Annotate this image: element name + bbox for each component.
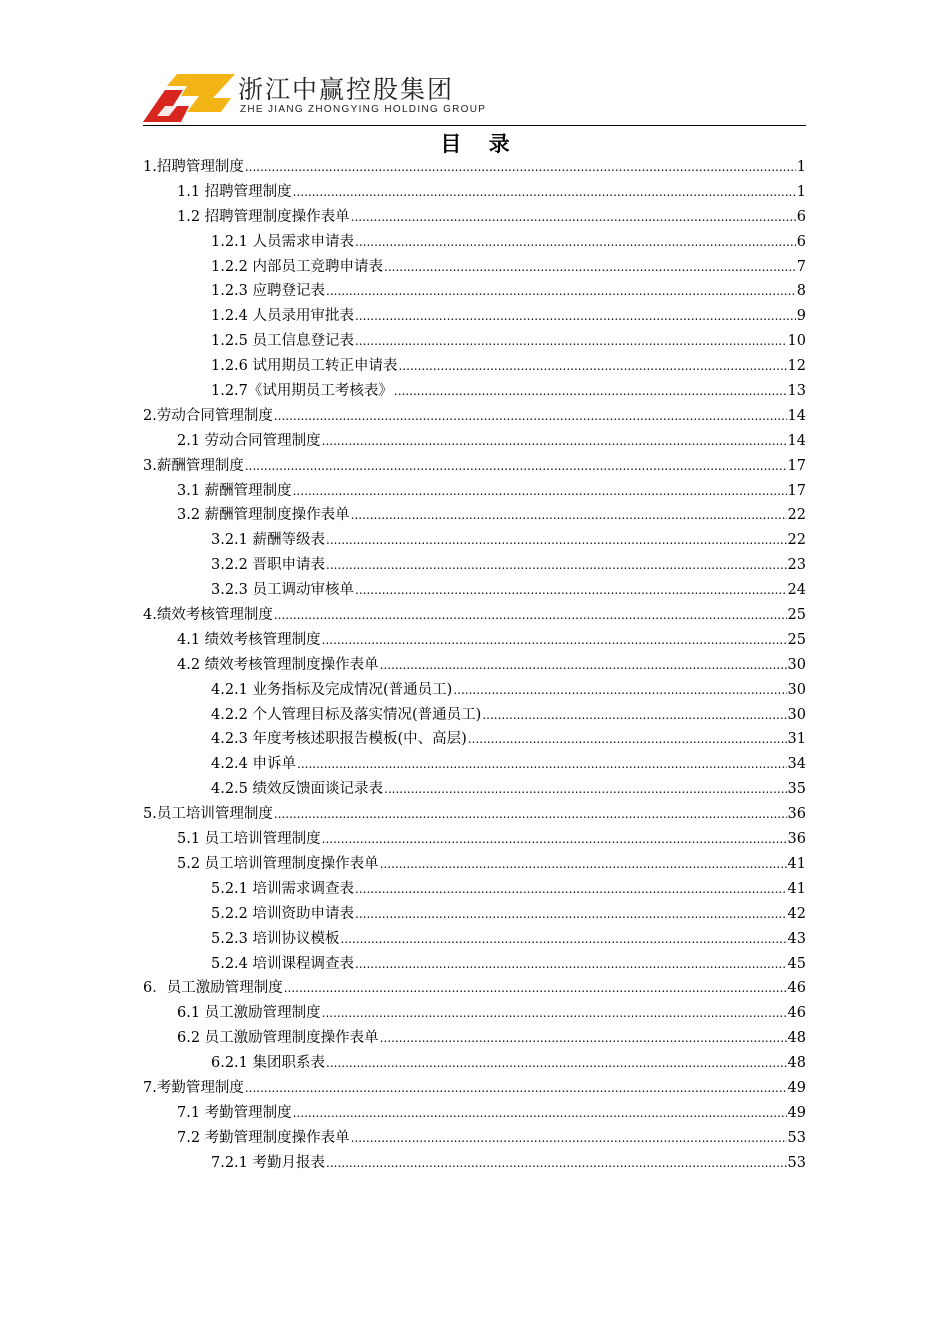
toc-entry-page: 49 xyxy=(787,1079,806,1096)
toc-entry-page: 48 xyxy=(787,1030,806,1047)
toc-dot-leader xyxy=(326,528,787,553)
toc-entry-page: 1 xyxy=(796,159,806,175)
toc-entry[interactable] xyxy=(143,578,806,603)
toc-entry-page: 14 xyxy=(787,407,806,424)
toc-entry-page: 17 xyxy=(787,482,806,499)
toc-entry-page: 46 xyxy=(787,980,806,997)
toc-entry[interactable] xyxy=(143,628,806,653)
toc-entry[interactable] xyxy=(143,503,806,528)
toc-dot-leader xyxy=(384,777,787,802)
toc-dot-leader xyxy=(453,678,786,703)
toc-entry-page: 25 xyxy=(787,631,806,648)
toc-entry-page: 46 xyxy=(787,1005,806,1022)
toc-entry[interactable] xyxy=(143,852,806,877)
toc-entry[interactable] xyxy=(143,479,806,504)
toc-entry-label: 7.1 考勤管理制度 xyxy=(177,1104,292,1121)
toc-dot-leader xyxy=(351,205,796,230)
toc-entry-page: 23 xyxy=(787,557,806,574)
toc-dot-leader xyxy=(355,578,787,603)
toc-entry[interactable] xyxy=(143,454,806,479)
toc-dot-leader xyxy=(468,727,787,752)
toc-entry-page: 22 xyxy=(787,507,806,524)
toc-entry-page: 22 xyxy=(787,532,806,549)
toc-entry[interactable] xyxy=(143,1001,806,1026)
toc-entry-page: 7 xyxy=(796,258,806,275)
toc-entry-page: 42 xyxy=(787,905,806,922)
toc-entry-label: 5.2.4 培训课程调查表 xyxy=(211,955,355,972)
toc-entry[interactable] xyxy=(143,727,806,752)
toc-title: 目 录 xyxy=(440,131,520,156)
toc-dot-leader xyxy=(284,976,787,1001)
toc-entry-label: 1.2.3 应聘登记表 xyxy=(211,283,326,300)
toc-dot-leader xyxy=(355,877,787,902)
toc-entry[interactable] xyxy=(143,255,806,280)
toc-dot-leader xyxy=(355,304,796,329)
toc-entry[interactable] xyxy=(143,1051,806,1076)
toc-entry-page: 1 xyxy=(796,183,806,200)
toc-entry[interactable] xyxy=(143,802,806,827)
toc-entry-label: 1.2.6 试用期员工转正申请表 xyxy=(211,358,398,375)
toc-entry[interactable] xyxy=(143,329,806,354)
toc-entry[interactable] xyxy=(143,304,806,329)
toc-dot-leader xyxy=(293,1101,787,1126)
toc-entry-label: 5.1 员工培训管理制度 xyxy=(177,831,321,848)
toc-entry-page: 24 xyxy=(787,582,806,599)
toc-entry[interactable] xyxy=(143,404,806,429)
toc-entry-label: 2.劳动合同管理制度 xyxy=(143,407,273,424)
toc-entry[interactable] xyxy=(143,429,806,454)
toc-entry-page: 30 xyxy=(787,706,806,723)
toc-dot-leader xyxy=(245,1076,787,1101)
toc-entry-label: 1.2.5 员工信息登记表 xyxy=(211,333,355,350)
toc-entry-label: 6.2.1 集团职系表 xyxy=(211,1055,326,1072)
toc-entry-page: 30 xyxy=(787,656,806,673)
toc-entry[interactable] xyxy=(143,678,806,703)
toc-entry-label: 3.2.1 薪酬等级表 xyxy=(211,532,326,549)
toc-entry-label: 1.2.2 内部员工竞聘申请表 xyxy=(211,258,384,275)
toc-entry-page: 13 xyxy=(787,383,806,400)
toc-entry[interactable] xyxy=(143,354,806,379)
toc-dot-leader xyxy=(482,703,786,728)
toc-dot-leader xyxy=(380,852,787,877)
toc-entry-page: 41 xyxy=(787,855,806,872)
toc-dot-leader xyxy=(245,155,796,180)
toc-entry[interactable] xyxy=(143,279,806,304)
toc-entry-page: 9 xyxy=(796,308,806,325)
toc-entry[interactable] xyxy=(143,653,806,678)
toc-dot-leader xyxy=(293,180,796,205)
header-divider xyxy=(143,125,806,126)
toc-entry-page: 30 xyxy=(787,681,806,698)
toc-entry[interactable] xyxy=(143,976,806,1001)
toc-dot-leader xyxy=(274,404,787,429)
toc-entry-label: 3.薪酬管理制度 xyxy=(143,457,244,474)
toc-entry-label: 4.2.2 个人管理目标及落实情况(普通员工) xyxy=(211,706,482,723)
toc-entry[interactable] xyxy=(143,927,806,952)
toc-entry[interactable] xyxy=(143,752,806,777)
company-name-en: ZHE JIANG ZHONGYING HOLDING GROUP xyxy=(240,104,487,115)
toc-dot-leader xyxy=(245,454,787,479)
toc-entry-page: 36 xyxy=(787,831,806,848)
toc-dot-leader xyxy=(351,1126,787,1151)
toc-entry-page: 6 xyxy=(796,208,806,225)
toc-entry[interactable] xyxy=(143,952,806,977)
company-name-cn: 浙江中赢控股集团 xyxy=(238,75,455,104)
toc-entry-label: 5.员工培训管理制度 xyxy=(143,806,273,823)
toc-entry-page: 35 xyxy=(787,781,806,798)
toc-entry[interactable] xyxy=(143,379,806,404)
toc-entry-label: 6.2 员工激励管理制度操作表单 xyxy=(177,1030,379,1047)
toc-dot-leader xyxy=(322,827,787,852)
toc-entry-page: 6 xyxy=(796,233,806,250)
toc-entry-label: 1.招聘管理制度 xyxy=(143,159,244,175)
toc-entry-page: 14 xyxy=(787,432,806,449)
toc-dot-leader xyxy=(351,503,787,528)
toc-entry[interactable] xyxy=(143,205,806,230)
toc-entry-page: 17 xyxy=(787,457,806,474)
toc-entry-page: 53 xyxy=(787,1154,806,1171)
toc-dot-leader xyxy=(322,628,787,653)
toc-entry-label: 7.2.1 考勤月报表 xyxy=(211,1154,326,1171)
toc-dot-leader xyxy=(384,255,796,280)
toc-dot-leader xyxy=(326,279,796,304)
toc-dot-leader xyxy=(274,802,787,827)
toc-entry-page: 48 xyxy=(787,1055,806,1072)
toc-entry-label: 1.2.1 人员需求申请表 xyxy=(211,233,355,250)
toc-entry-label: 5.2.2 培训资助申请表 xyxy=(211,905,355,922)
toc-entry-label: 3.2.2 晋职申请表 xyxy=(211,557,326,574)
toc-entry-label: 1.1 招聘管理制度 xyxy=(177,183,292,200)
toc-entry-label: 1.2.4 人员录用审批表 xyxy=(211,308,355,325)
toc-entry[interactable] xyxy=(143,155,806,180)
toc-dot-leader xyxy=(355,952,787,977)
toc-dot-leader xyxy=(380,1026,787,1051)
toc-dot-leader xyxy=(297,752,787,777)
toc-entry-page: 31 xyxy=(787,731,806,748)
toc-entry-label: 4.绩效考核管理制度 xyxy=(143,607,273,624)
toc-dot-leader xyxy=(326,553,787,578)
toc-entry-page: 10 xyxy=(787,333,806,350)
toc-entry[interactable] xyxy=(143,603,806,628)
toc-entry[interactable] xyxy=(143,827,806,852)
toc-entry[interactable] xyxy=(143,1151,806,1176)
toc-entry-label: 3.2 薪酬管理制度操作表单 xyxy=(177,507,350,524)
toc-entry-page: 43 xyxy=(787,930,806,947)
toc-entry-page: 41 xyxy=(787,880,806,897)
toc-entry-page: 12 xyxy=(787,358,806,375)
toc-entry[interactable] xyxy=(143,528,806,553)
toc-dot-leader xyxy=(355,902,787,927)
toc-entry-label: 5.2.1 培训需求调查表 xyxy=(211,880,355,897)
toc-entry[interactable] xyxy=(143,553,806,578)
toc-entry-label: 3.1 薪酬管理制度 xyxy=(177,482,292,499)
toc-entry-label: 3.2.3 员工调动审核单 xyxy=(211,582,355,599)
toc-entry-label: 4.1 绩效考核管理制度 xyxy=(177,631,321,648)
toc-entry-label: 4.2.1 业务指标及完成情况(普通员工) xyxy=(211,681,453,698)
toc-entry-label: 4.2 绩效考核管理制度操作表单 xyxy=(177,656,379,673)
toc-dot-leader xyxy=(322,429,787,454)
toc-entry[interactable] xyxy=(143,1101,806,1126)
toc-entry[interactable] xyxy=(143,1026,806,1051)
toc-entry-label: 2.1 劳动合同管理制度 xyxy=(177,432,321,449)
toc-dot-leader xyxy=(326,1151,787,1176)
toc-entry[interactable] xyxy=(143,180,806,205)
toc-entry[interactable] xyxy=(143,703,806,728)
toc-entry[interactable] xyxy=(143,902,806,927)
toc-dot-leader xyxy=(322,1001,787,1026)
toc-entry[interactable] xyxy=(143,877,806,902)
table-of-contents xyxy=(143,155,806,1176)
toc-dot-leader xyxy=(394,379,787,404)
toc-dot-leader xyxy=(326,1051,787,1076)
toc-entry-label: 6．员工激励管理制度 xyxy=(143,980,283,997)
toc-dot-leader xyxy=(355,329,787,354)
toc-dot-leader xyxy=(355,230,796,255)
toc-entry-label: 6.1 员工激励管理制度 xyxy=(177,1005,321,1022)
toc-entry-label: 7.2 考勤管理制度操作表单 xyxy=(177,1129,350,1146)
toc-dot-leader xyxy=(399,354,787,379)
toc-entry-label: 4.2.5 绩效反馈面谈记录表 xyxy=(211,781,384,798)
toc-dot-leader xyxy=(380,653,787,678)
toc-dot-leader xyxy=(341,927,787,952)
toc-entry[interactable] xyxy=(143,230,806,255)
toc-dot-leader xyxy=(274,603,787,628)
toc-entry-label: 5.2.3 培训协议模板 xyxy=(211,930,340,947)
toc-entry-page: 53 xyxy=(787,1129,806,1146)
toc-entry[interactable] xyxy=(143,1126,806,1151)
toc-entry-page: 45 xyxy=(787,955,806,972)
toc-entry-page: 49 xyxy=(787,1104,806,1121)
toc-entry-label: 1.2 招聘管理制度操作表单 xyxy=(177,208,350,225)
toc-entry-page: 36 xyxy=(787,806,806,823)
toc-entry-label: 5.2 员工培训管理制度操作表单 xyxy=(177,855,379,872)
toc-entry-page: 8 xyxy=(796,283,806,300)
toc-entry-page: 34 xyxy=(787,756,806,773)
toc-entry[interactable] xyxy=(143,1076,806,1101)
toc-entry-label: 4.2.3 年度考核述职报告模板(中、高层) xyxy=(211,731,467,748)
toc-entry-page: 25 xyxy=(787,607,806,624)
page-header xyxy=(143,66,806,126)
toc-entry-label: 4.2.4 申诉单 xyxy=(211,756,297,773)
toc-entry[interactable] xyxy=(143,777,806,802)
toc-dot-leader xyxy=(293,479,787,504)
company-logo-icon xyxy=(143,72,235,124)
toc-entry-label: 7.考勤管理制度 xyxy=(143,1079,244,1096)
toc-entry-label: 1.2.7《试用期员工考核表》 xyxy=(211,383,393,400)
